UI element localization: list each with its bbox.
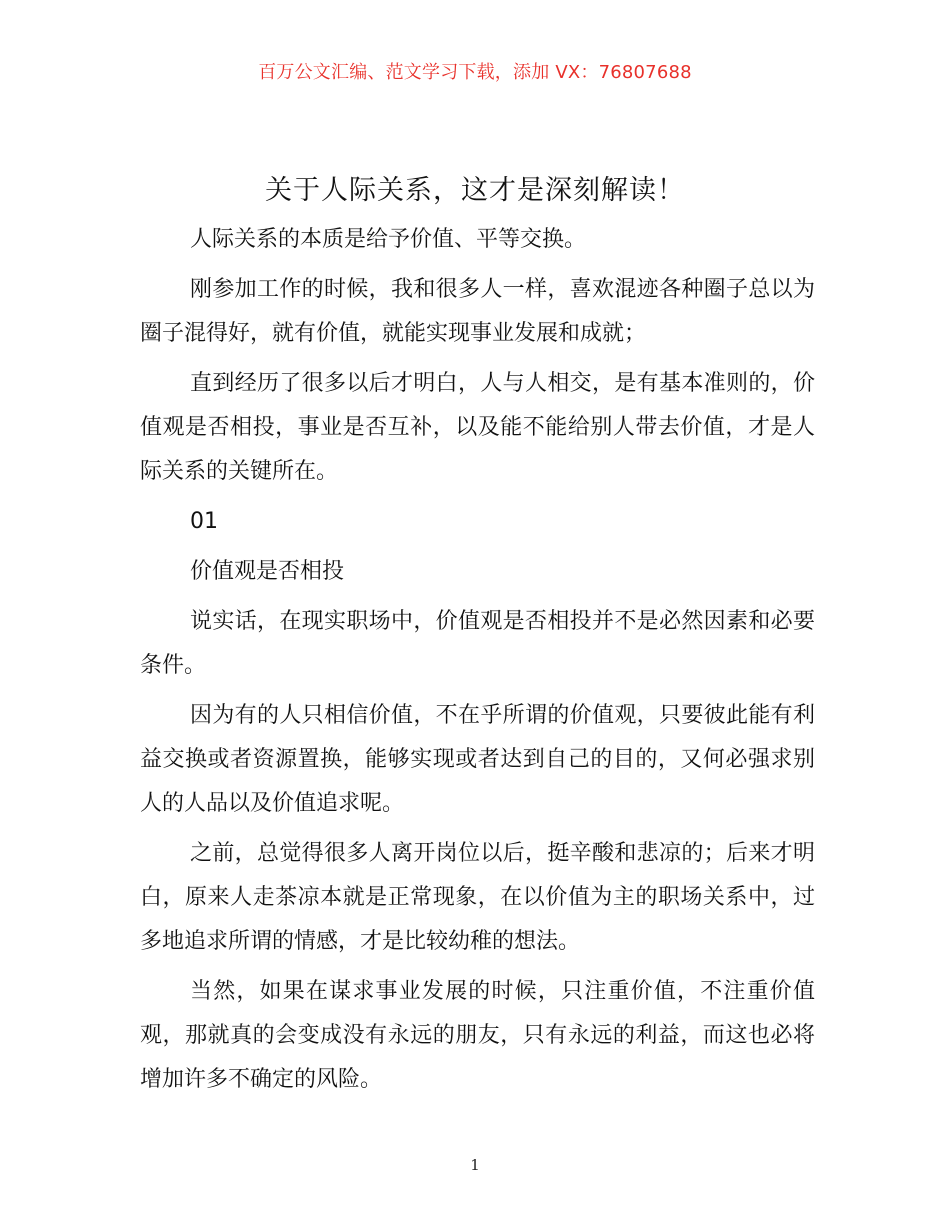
paragraph: 之前，总觉得很多人离开岗位以后，挺辛酸和悲凉的；后来才明白，原来人走茶凉本就是正常现象，在以价值为主的职场关系中，过多地追求所谓的情感，才是比较幼稚的想法。 (140, 841, 815, 954)
paragraph: 人际关系的本质是给予价值、平等交换。 (190, 227, 587, 252)
document-title: 关于人际关系，这才是深刻解读！ (265, 175, 685, 206)
section-number: 01 (190, 509, 218, 534)
paragraph: 刚参加工作的时候，我和很多人一样，喜欢混迹各种圈子总以为圈子混得好，就有价值，就能实现事业发展和成就； (140, 277, 815, 346)
page-number: 1 (470, 1156, 480, 1174)
paragraph: 因为有的人只相信价值，不在乎所谓的价值观，只要彼此能有利益交换或者资源置换，能够实现或者达到自己的目的，又何必强求别人的人品以及价值追求呢。 (140, 703, 815, 816)
document-body (140, 218, 815, 1108)
header-banner: 百万公文汇编、范文学习下载，添加 VX：76807688 (258, 62, 692, 83)
section-heading: 价值观是否相投 (190, 559, 345, 584)
paragraph: 当然，如果在谋求事业发展的时候，只注重价值，不注重价值观，那就真的会变成没有永远的朋友，只有永远的利益，而这也必将增加许多不确定的风险。 (140, 979, 815, 1092)
paragraph: 直到经历了很多以后才明白，人与人相交，是有基本准则的，价值观是否相投，事业是否互补，以及能不能给别人带去价值，才是人际关系的关键所在。 (140, 371, 815, 484)
paragraph: 说实话，在现实职场中，价值观是否相投并不是必然因素和必要条件。 (140, 609, 815, 678)
